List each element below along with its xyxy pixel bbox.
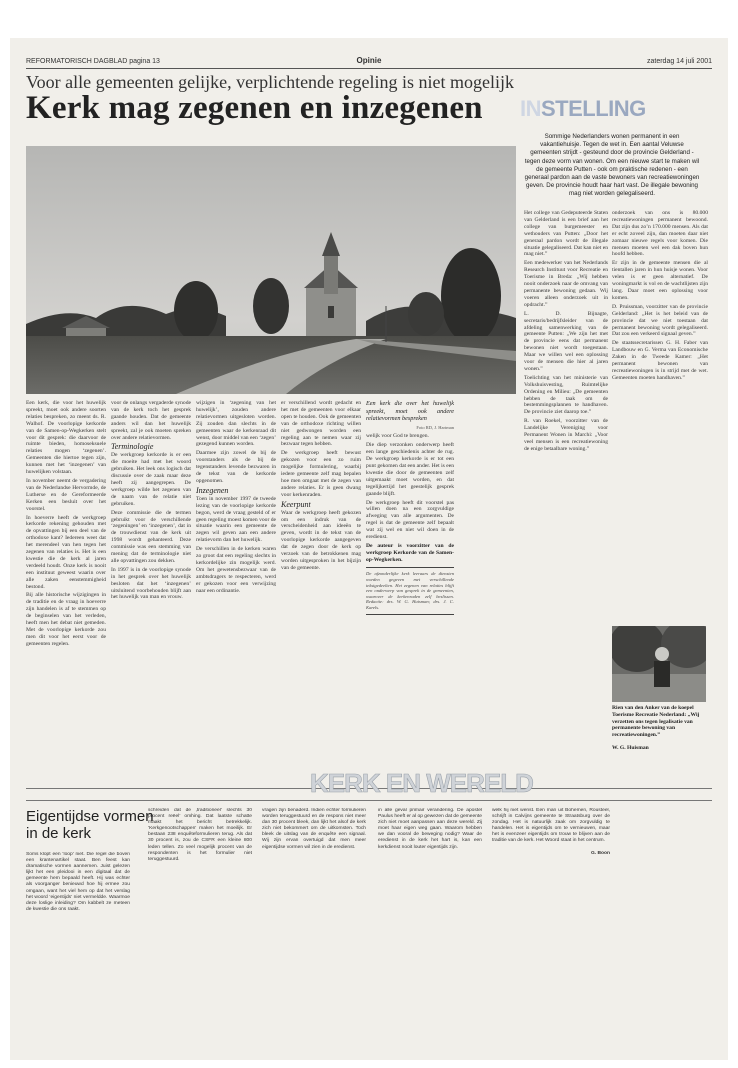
- paragraph: Toelichting van het ministerie van Volkshuisvesting, Ruimtelijke Ordening en Milieu: „De gemeenten hebben de taak om de bestemmingsplannen te handhaven. De provincie ziet daarop toe.”: [524, 374, 608, 416]
- paragraph: Een kerk, die voor het huwelijk spreekt, moet ook andere soorten relaties bespreken, zo meent ds. R. Walhof. De voorlopige kerkorde van de Samen-op-Wegkerken stelt voor dit gesprek: die daarvoor de ruimte bieden, homoseksuele relaties mogen ‘zegenen’. Gemeenten die hiertoe tegen zijn, kunnen met het ‘inzegenen’ van huwelijken volstaan.: [26, 400, 106, 476]
- paragraph: Daarmee zijn zowel de bij de voorstanders als de bij de tegenstanders levende bezwaren in de tekst van de kerkorde opgenomen.: [196, 450, 276, 484]
- paragraph: er verschillend wordt gedacht en het met de gemeenten voor elkaar open te houden. Ook de gemeenten van de orthodoxe richting willen niet gedwongen worden een regeling aan te nemen waar zij bezwaar tegen hebben.: [281, 400, 361, 448]
- paragraph: In november neemt de vergadering van de Nederlandse Hervormde, de Lutherse en de Gereformeerde Kerken een besluit over het voorstel.: [26, 477, 106, 512]
- paragraph: Een medewerker van het Nederlands Research Instituut voor Recreatie en Toerisme in Breda: „Wij hebben nooit onderzoek naar de omvang van permanente bewoning gedaan. Wij voeren alleen onderzoek uit in opdracht.”: [524, 260, 608, 308]
- paragraph: Toen in november 1997 de tweede lezing van de voorlopige kerkorde begon, werd de vraag gesteld of er geen regeling moest komen voor de situatie waarin een gemeente de zegen wil geven aan een andere relatievorm dan het huwelijk.: [196, 495, 276, 544]
- article-headline: Kerk mag zegenen en inzegenen: [26, 90, 483, 126]
- section-divider-bottom: [26, 800, 712, 801]
- paragraph: De werkgroep heeft bewust gekozen voor een zo ruim mogelijke formulering, waarbij iedere gemeente zelf mag bepalen hoe men omgaat met de zegen van andere relaties. Er is geen dwang voor kerkenraden.: [281, 450, 361, 498]
- stelling-intro: Sommige Nederlanders wonen permanent in een vakantiehuisje. Tegen de wet in. Een aantal Veluwse gemeenten strijdt - gesteund door de provincie Gelderland - tegen deze vorm van wonen. Om een nieuwe start te maken wil de gemeente Putten - ook om praktische redenen - een generaal pardon aan de vaste bewoners van recreatiewoningen geven. De provincie houdt haar hart vast. De illegale bewoning mag niet worden gelegaliseerd.: [524, 133, 700, 198]
- paragraph: wijzigen in ‘zegening van het huwelijk’, zouden andere relatievormen uitgesloten worden. Zij zouden dan slechts in de gemeenten waar de kerkenraad dit wenst, door middel van een ‘zegen’ gezegend kunnen worden.: [196, 400, 276, 448]
- kew-column-5: welk hij niet wenst. Een man uit Bohemen, Rousteel, schrijft in Calvijns gemeente te Straatsburg over de zondag. Het is natuurlijk zaak om zorgvuldig te handelen. Het is eigentijds om te vernieuwen, maar het is evenzeer eigentijds om trouw te blijven aan de traditie van de kerk. Het Woord staat in het centrum. G. Boon: [492, 808, 610, 856]
- article-column-5: [366, 400, 454, 760]
- paragraph: R. van Roekel, voorzitter van de Landelijke Vereniging voor Permanent Wonen in Marchi: „Voor veel mensen is een recreatiewoning de enige betaalbare woning.”: [524, 418, 608, 452]
- paragraph: Die diep verzonken onderwerp heeft een lange geschiedenis achter de rug. De werkgroep kerkorde is er tot een punt gekomen dat een ander. Het is een kwestie die door de gemeenten zelf uitgemaakt moet worden, en dat tegelijkertijd het geestelijk gesprek gaande blijft.: [366, 442, 454, 497]
- paragraph: L. D. Bijnagte, secretaris/bedrijfsleider van de afdeling samenwerking van de gemeente Putten: „We zijn het met de provincie eens dat permanent bewonen niet wordt toegestaan. Maar we willen wel een oplossing voor de mensen die hier al jaren wonen.”: [524, 310, 608, 372]
- paragraph: voor de onlangs vergaderde synode van de kerk toch het gesprek gaande houden. Dat de gemeente anders wil dan het huwelijk spreekt, zal je ook moeten spreken over andere relatievormen.: [111, 400, 191, 441]
- kew-column-1: Soms klopt een ‘loop’ niet. Die regel die boven een krantenartikel staat. Ben feest kan dramatische vormen aannemen. Juist gelezen lijkt het een pleidooi in een digitaal dat de gemeente hem bepaald heeft. Hij was echter als voorganger benieuwd hoe hij ermee zou omgaan, want het viel hem op dat het verslag het woord ‘eigentijds’ niet vermeldde. Waarmoe deze loslige inleiding? Om kabbelt ze meteen de kwestie die ons raakt.: [26, 852, 130, 912]
- kew-column-3: vragen zijn benaderd. Indien echter formulieren worden teruggestuurd en de respons niet meer dan 30 procent bleek, dan lijkt het alsof de kerk zich niet bekommert om de uitkomsten. Toch bleek de uitslag van de enquête een signaal. Wij zijn ervan overtuigd dat men meer eigentijdse vormen wil zien in de eredienst.: [262, 808, 366, 850]
- subheading: Inzegenen: [196, 485, 229, 495]
- paper-name: REFORMATORISCH DAGBLAD pagina 13: [26, 58, 160, 65]
- paragraph: onderzoek van ons is 80.000 recreatiewoningen permanent bewoond. Dat zijn dus zo’n 170.000 mensen. Als dat er echt zoveel zijn, dan moeten daar niet zomaar nieuwe regels voor komen. Die mensen moeten wel een dak boven hun hoofd hebben.: [612, 210, 708, 258]
- paragraph: De werkgroep heeft dit voorstel pas willen doen na een zorgvuldige afweging van alle argumenten. De regel is dat de gemeente zelf bepaalt wat zij wel en niet wil doen in de eredienst.: [366, 499, 454, 541]
- author-note: De auteur is voorzitter van de werkgroep Kerkorde van de Samen-op-Wegkerken.: [366, 543, 454, 563]
- paragraph: In hoeverre heeft de werkgroep kerkorde rekening gehouden met de opvattingen bij een deel van de orthodoxe kant? Iedereen weet dat het merendeel van hen tegen het zegenen van relaties is. Het is een kwestie die de kerk al jaren verdeeld houdt. Onze kerk is nooit een instituut geweest waarin over alle zaken eenstemmigheid bestond.: [26, 514, 106, 590]
- church-landscape-image: [26, 146, 516, 394]
- kew-signature: G. Boon: [590, 850, 610, 856]
- paragraph: Bij alle historische wijzigingen in de traditie en de vraag in hoeverre zijn handelen is af te stemmen op de beginselen van het verleden, heeft men het debat niet gemeden. Met de voorlopige kerkorde zou men dit voor het eerst voor de gemeenten regelen.: [26, 592, 106, 647]
- article-column-3: [196, 400, 276, 760]
- paragraph: Waar de werkgroep heeft gekozen om een indruk van de verscheidenheid aan ideeën te geven, wordt in de tekst van de voorlopige kerkorde aangegeven dat de zegen door de kerk op verzoek van de betrokkenen mag worden uitgesproken in het bijzijn van de gemeente.: [281, 509, 361, 571]
- kerk-en-wereld-banner: KERK EN WERELD: [310, 768, 533, 798]
- photo-credit: Foto RD, J. Hartman: [416, 424, 454, 430]
- stelling-column-2: [612, 210, 708, 622]
- portrait-caption: Rien van den Anker van de koepel Toerisme Recreatie Nederland: „Wij verzetten ons tegen legalisatie van permanente bewoning van recreatiewoningen.” W. G. Huisman: [612, 705, 708, 752]
- article-column-1: [26, 400, 106, 760]
- paragraph: Deze commissie die de termen gebruikt voor de verschillende ‘zegeningen’ en ‘inzegenen’, dat in de trouwdienst van de kerk uit 1998 wordt gehanteerd. Deze commissie was een stemming van mening dat de terminologie niet alle opvattingen zou dekken.: [111, 509, 191, 564]
- section-name: Opinie: [356, 56, 382, 65]
- paragraph: De verschillen in de kerken waren zo groot dat een regeling slechts in kerkordelijke zin mogelijk werd. Om het gewetensbezwaar van de ambtsdragers te respecteren, werd er gekozen voor een verwijzing naar een ordinantie.: [196, 546, 276, 594]
- paragraph: De staatssecretarissen G. H. Faber van Landbouw en G. Verma van Economische Zaken in de Tweede Kamer: „Het permanent bewonen van recreatiewoningen is in strijd met de wet. Gemeenten moeten handhaven.”: [612, 340, 708, 381]
- paragraph: welijk voor God te brengen.: [366, 433, 429, 440]
- article-kicker: Voor alle gemeenten gelijke, verplichtende regeling is niet mogelijk: [26, 72, 515, 92]
- page-header: [26, 56, 712, 69]
- portrait-photo: [612, 626, 706, 702]
- paragraph: Er zijn in de gemeente mensen die al tientallen jaren in hun huisje wonen. Voor velen is er geen alternatief. De woningmarkt is vol en de wachtlijsten zijn lang. Daar moet een oplossing voor komen.: [612, 260, 708, 301]
- paragraph: Het college van Gedeputeerde Staten van Gelderland is een brief aan het college van burgemeester en wethouders van Putten: „Door het generaal pardon wordt de illegale situatie gelegaliseerd. Dat kan niet en mag niet.”: [524, 210, 608, 258]
- issue-date: zaterdag 14 juli 2001: [647, 58, 712, 65]
- subheading: Terminologie: [111, 442, 154, 452]
- pull-quote: Een kerk die over het huwelijk spreekt, moet ook andere relatievormen bespreken: [366, 400, 454, 422]
- stelling-column-1: [524, 210, 608, 760]
- portrait-image: [612, 626, 706, 702]
- stelling-signature: W. G. Huisman: [612, 744, 649, 751]
- article-column-2: [111, 400, 191, 760]
- kew-column-4: in alle geval primair verandering. De apostel Paulus heeft er al op gewezen dat de gemeente zich niet moet aanpassen aan deze wereld. Zij moet haar eigen weg gaan. Waarom hebben we dan vooral de beweging nodig? Waar de eredienst in de kerk het hart is, kan een kerkdienst nooit louter eigentijds zijn.: [378, 808, 482, 850]
- subheading: Keerpunt: [281, 499, 311, 509]
- paragraph: D. Pruissman, voorzitter van de provincie Gelderland: „Het is het beleid van de provincie dat we niet toestaan dat permanent bewoning wordt gelegaliseerd. Dat zou een verkeerd signaal geven.”: [612, 303, 708, 338]
- church-photo: [26, 146, 516, 394]
- paragraph: De werkgroep kerkorde is er een die moeite had met het woord gebruiken. Het leek ons logisch dat discussie over de zaak maar deze heeft zij aangegrepen. De werkgroep wilde het zegenen van de naam van de relatie niet gebruiken.: [111, 452, 191, 507]
- article-column-4: [281, 400, 361, 760]
- kew-article-title: Eigentijdse vormen in de kerk: [26, 808, 154, 842]
- stelling-logo: INSTELLING: [520, 96, 646, 121]
- paragraph: In 1997 is in de voorlopige synode in het gesprek over het huwelijk besloten dat het ‘inzegenen’ uitsluitend voorbehouden blijft aan het huwelijk van man en vrouw.: [111, 566, 191, 601]
- info-box: De afzonderlijke kerk leeraars de diensten worden gegeven met verschillende tekstgedeelten. Het zegenen van relaties blijft een onderwerp van gesprek in de gemeenten, waarover de kerkenraden zelf beslissen. Redactie: drs. W. G. Huisman; drs. J. C. Karels.: [366, 567, 454, 614]
- kew-column-2: schreiden dat de ‚traditioneel’ slechts 30 procent reëel’ omhing. Dat laatste schatte maakt het bericht betrekkelijk. ‘Kerkgenootschappen’ maken het moeilijk. Er bestaan 238 enquêteformulieren terug. Als dat 30 procent is, zou de CSFR een kleine 800 leden tellen. Zo veel mogelijk procent van de respondenten is het formulier niet teruggestuurd.: [148, 808, 252, 862]
